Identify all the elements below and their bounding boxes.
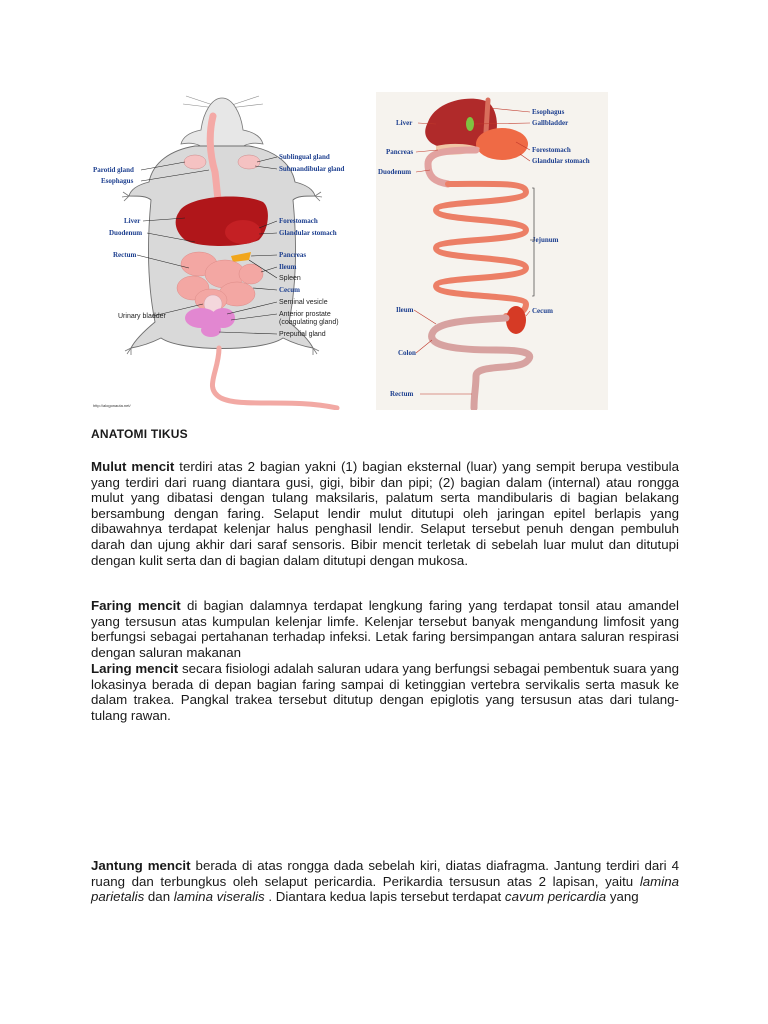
label-forestomach-right: Forestomach [532,146,571,154]
mouse-anatomy-illustration [91,92,353,410]
italic-lamina-parietalis: lamina parietalis [91,873,679,905]
label-ileum: Ileum [279,263,297,271]
label-duodenum-right: Duodenum [378,168,412,176]
label-jejunum-right: Jejunum [532,236,559,244]
label-glandular-stomach: Glandular stomach [279,229,337,237]
label-cecum-right: Cecum [532,307,553,315]
label-cecum: Cecum [279,286,300,294]
label-rectum-right: Rectum [390,390,414,398]
text-jantung-b: dan [144,889,174,905]
label-liver: Liver [124,217,141,225]
label-anterior-prostate: Anterior prostate [279,311,331,318]
digestive-tract-figure [376,92,608,410]
digestive-tract-illustration [376,92,608,410]
paragraph-laring [91,661,679,723]
term-laring: Laring mencit [91,661,179,676]
label-esophagus: Esophagus [101,177,134,185]
term-faring: Faring mencit [91,598,181,613]
label-forestomach: Forestomach [279,217,318,225]
text-jantung-d: yang [606,889,639,905]
italic-cavum-pericardia: cavum pericardia [504,889,607,905]
label-gallbladder-right: Gallbladder [532,119,569,127]
label-pancreas-right: Pancreas [386,148,414,156]
label-urinary-bladder: Urinary bladder [118,313,166,320]
label-parotid-gland: Parotid gland [93,166,134,174]
text-jantung-a: berada di atas rongga dada sebelah kiri, diatas diafragma. Jantung terdiri dari 4 ruang dan terbungkus oleh selaput pericardia. Perikardia tersusun atas 2 lapisan, yaitu [91,858,679,889]
text-mulut: terdiri atas 2 bagian yakni (1) bagian eksternal (luar) yang sempit berupa vestibula yang terdiri dari ruang diantara gusi, gigi, bibir dan pipi; (2) bagian dalam (internal) atau rongga mulut yang dibatasi dengan tulang maksilaris, palatum serta mandibularis di bagian belakang bersambung dengan faring. Selaput lendir mulut ditutupi oleh jaringan epitel berlapis yang dibawahnya terdapat kelenjar halus penghasil lendir. Selaput tersebut penuh dengan pembuluh darah dan ujung akhir dari saraf sensoris. Bibir mencit terletak di sebelah luar mulut dan ditutupi dengan kulit serta dan di bagian dalam ditutupi dengan mukosa. [91,459,679,568]
label-glandular-stomach-right: Glandular stomach [532,157,590,165]
label-liver-right: Liver [396,119,413,127]
italic-lamina-viseralis: lamina viseralis [173,889,265,905]
page-heading: ANATOMI TIKUS [91,427,188,441]
paragraph-mulut [91,459,679,568]
label-esophagus-right: Esophagus [532,108,565,116]
label-pancreas: Pancreas [279,251,307,259]
label-seminal-vesicle: Seminal vesicle [279,299,328,306]
text-jantung-c: . Diantara kedua lapis tersebut terdapat [264,889,505,905]
text-laring: secara fisiologi adalah saluran udara yang berfungsi sebagai pembentuk suara yang lokasinya berada di depan bagian faring sampai di ketinggian vertebra servikalis serta masuk ke dalam trakea. Pangkal trakea tersebut ditutup dengan epiglotis yang tersusun atas dari tulang-tulang rawan. [91,661,679,723]
label-colon-right: Colon [398,349,416,357]
term-mulut: Mulut mencit [91,459,175,474]
figure-credit: http://alogonauta.net/ [93,403,131,408]
label-coagulating-gland: (coagulating gland) [279,319,339,326]
mouse-anatomy-figure [91,92,353,410]
label-ileum-right: Ileum [396,306,414,314]
paragraph-jantung [91,858,679,905]
paragraph-faring [91,598,679,660]
term-jantung: Jantung mencit [91,858,191,873]
label-spleen: Spleen [279,275,301,282]
label-sublingual-gland: Sublingual gland [279,153,330,161]
label-duodenum: Duodenum [109,229,143,237]
label-submandibular-gland: Submandibular gland [279,165,345,173]
label-rectum: Rectum [113,251,137,259]
label-preputial-gland: Preputial gland [279,331,326,338]
text-faring: di bagian dalamnya terdapat lengkung faring yang terdapat tonsil atau amandel yang tersusun atas kumpulan kelenjar limfe. Kelenjar tersebut banyak mengandung limfosit yang berfungsi sebagai pertahanan terhadap infeksi. Letak faring bersimpangan antara saluran respirasi dengan saluran makanan [91,598,680,660]
